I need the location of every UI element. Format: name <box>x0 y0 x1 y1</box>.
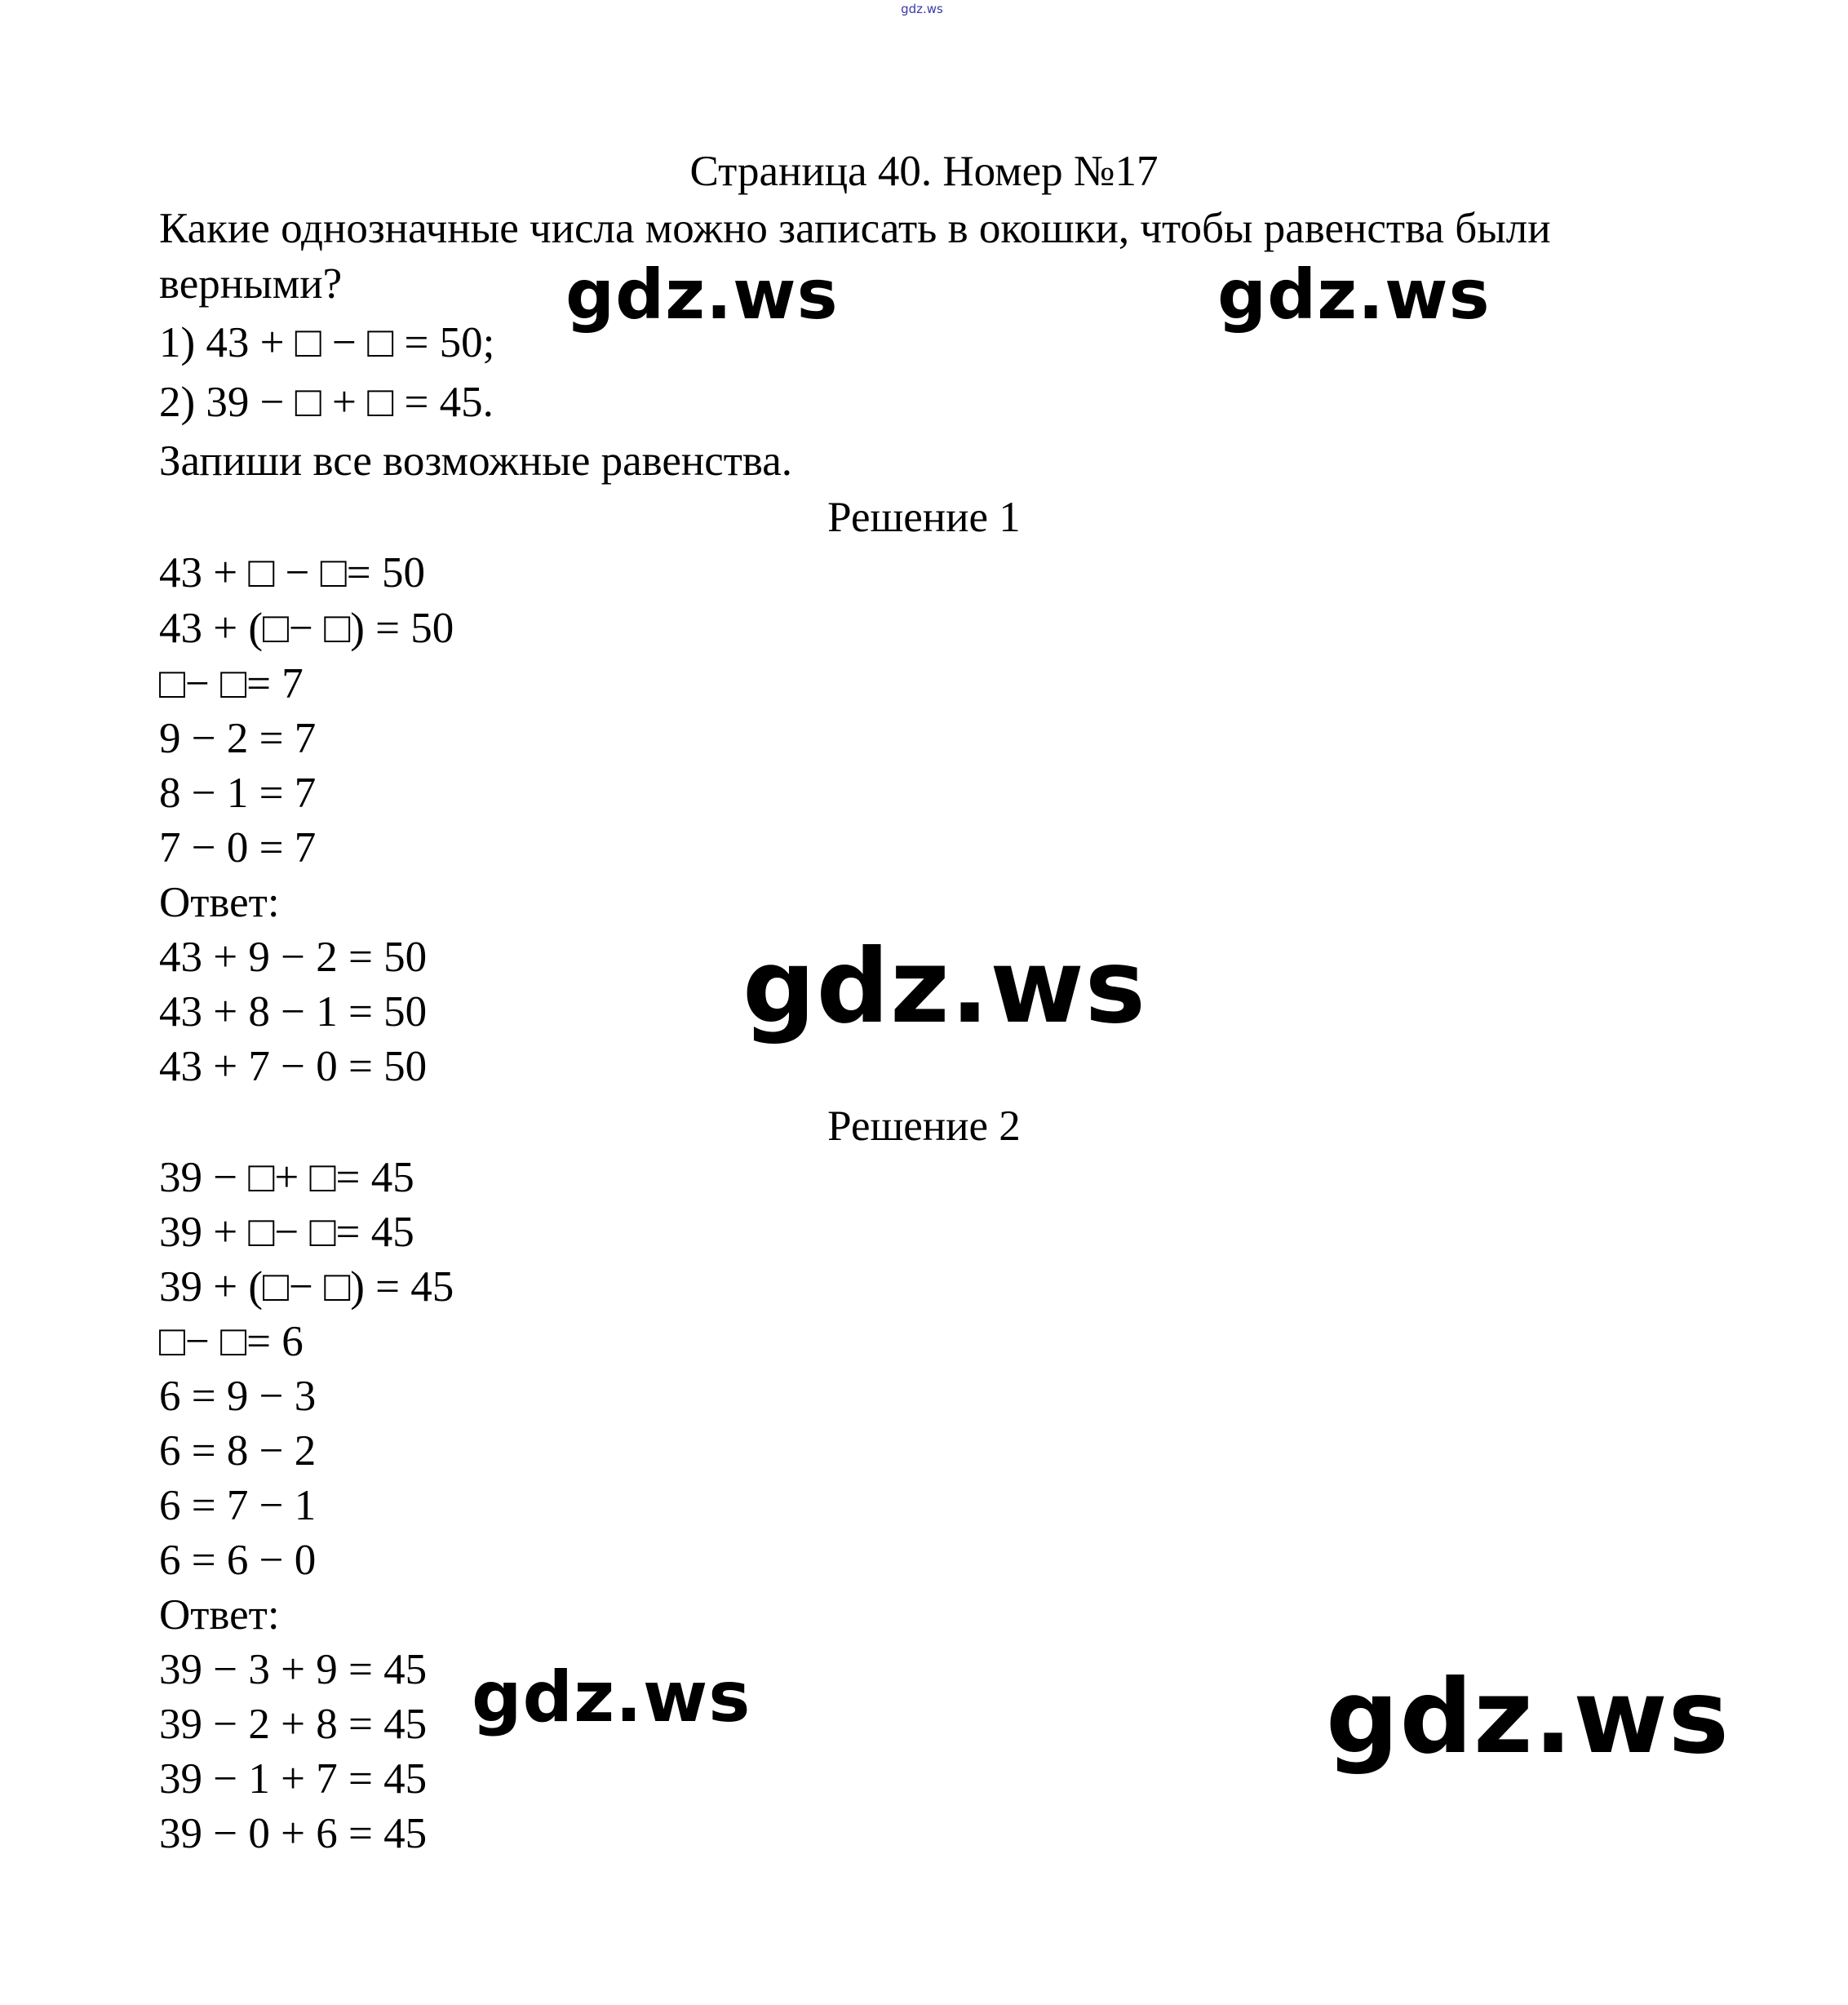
solution-2-answer-label: Ответ: <box>159 1591 280 1639</box>
solution-2-step: 6 = 7 − 1 <box>159 1482 317 1529</box>
task-text-line-1: Какие однозначные числа можно записать в окошки, чтобы равенства были <box>159 205 1551 252</box>
solution-1-answer-label: Ответ: <box>159 879 280 926</box>
solution-2-step: □− □= 6 <box>159 1318 304 1365</box>
solution-1-step: □− □= 7 <box>159 660 304 708</box>
watermark: gdz.ws <box>472 1657 751 1738</box>
watermark: gdz.ws <box>1326 1658 1731 1777</box>
solution-2-answer: 39 − 1 + 7 = 45 <box>159 1755 428 1803</box>
watermark: gdz.ws <box>742 928 1147 1046</box>
solution-1-step: 43 + □ − □= 50 <box>159 549 425 597</box>
solution-1-heading: Решение 1 <box>827 494 1021 541</box>
solution-2-step: 6 = 8 − 2 <box>159 1427 317 1475</box>
solution-2-step: 6 = 9 − 3 <box>159 1373 317 1420</box>
solution-2-step: 39 − □+ □= 45 <box>159 1154 414 1201</box>
solution-2-step: 39 + □− □= 45 <box>159 1209 414 1256</box>
solution-1-step: 9 − 2 = 7 <box>159 715 317 762</box>
solution-2-heading: Решение 2 <box>827 1102 1021 1150</box>
solution-1-step: 8 − 1 = 7 <box>159 770 317 817</box>
solution-2-answer: 39 − 0 + 6 = 45 <box>159 1810 428 1857</box>
solution-2-step: 39 + (□− □) = 45 <box>159 1263 454 1311</box>
task-instruction: Запиши все возможные равенства. <box>159 437 793 485</box>
page-title: Страница 40. Номер №17 <box>689 148 1159 195</box>
solution-2-step: 6 = 6 − 0 <box>159 1537 317 1584</box>
header-watermark: gdz.ws <box>901 2 943 16</box>
solution-1-answer: 43 + 8 − 1 = 50 <box>159 988 428 1036</box>
task-equation-1: 1) 43 + □ − □ = 50; <box>159 319 495 366</box>
task-equation-2: 2) 39 − □ + □ = 45. <box>159 379 494 426</box>
solution-1-step: 43 + (□− □) = 50 <box>159 605 454 652</box>
watermark: gdz.ws <box>1217 255 1491 335</box>
watermark: gdz.ws <box>565 255 839 335</box>
solution-2-answer: 39 − 3 + 9 = 45 <box>159 1646 428 1693</box>
solution-1-answer: 43 + 7 − 0 = 50 <box>159 1043 428 1090</box>
solution-1-answer: 43 + 9 − 2 = 50 <box>159 934 428 981</box>
solution-2-answer: 39 − 2 + 8 = 45 <box>159 1701 428 1748</box>
task-text-line-2: верными? <box>159 260 343 308</box>
solution-1-step: 7 − 0 = 7 <box>159 824 317 872</box>
